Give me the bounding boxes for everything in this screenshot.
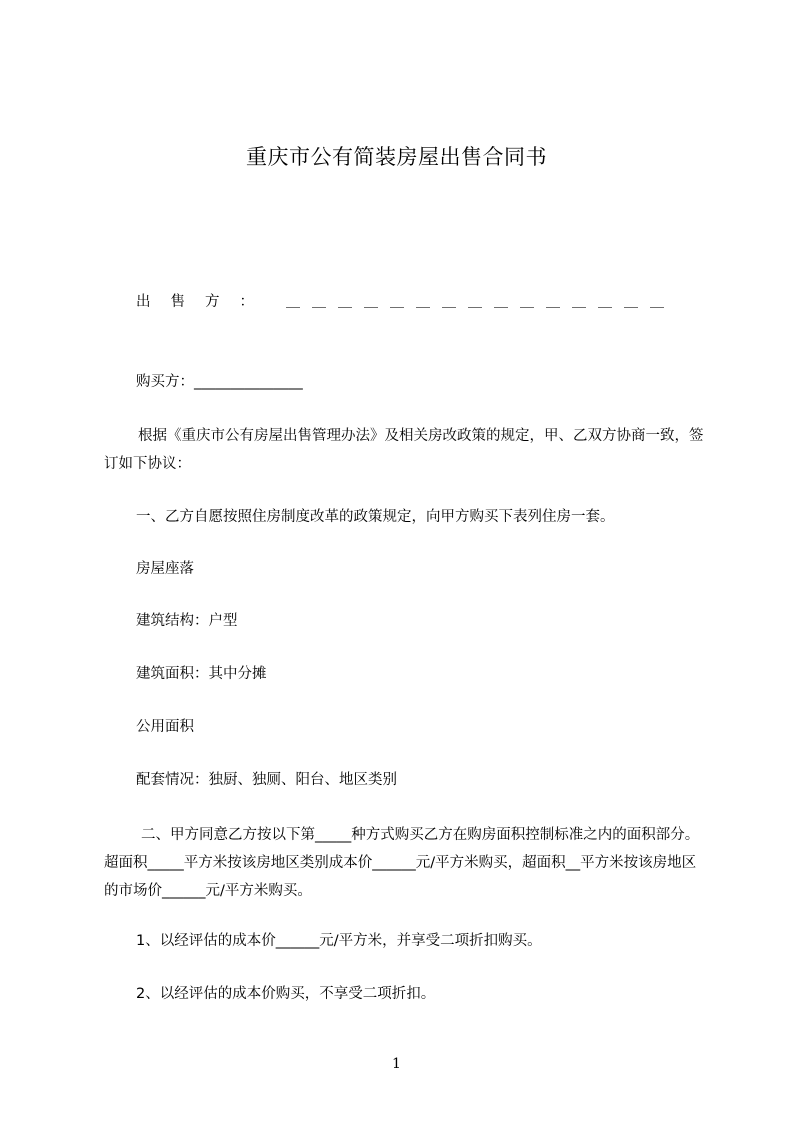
clause-1: 一、乙方自愿按照住房制度改革的政策规定，向甲方购买下表列住房一套。 xyxy=(136,509,615,525)
seller-label: 出售方： xyxy=(136,294,274,310)
intro-paragraph: 根据《重庆市公有房屋出售管理办法》及相关房改政策的规定，甲、乙双方协商一致，签订如下协议： xyxy=(104,428,704,472)
house-location: 房屋座落 xyxy=(136,561,194,577)
document-title: 重庆市公有简装房屋出售合同书 xyxy=(246,145,547,169)
clause-2: 二、甲方同意乙方按以下第_____种方式购买乙方在购房面积控制标准之内的面积部分。超面积_____平方米按该房地区类别成本价______元/平方米购买，超面积__平方米按该房地区的市场价______元/平方米购买。 xyxy=(104,827,700,899)
facilities: 配套情况：独厨、独厕、阳台、地区类别 xyxy=(136,772,397,788)
building-area: 建筑面积：其中分摊 xyxy=(136,666,267,682)
seller-line xyxy=(136,292,706,312)
option-2: 2、以经评估的成本价购买，不享受二项折扣。 xyxy=(136,986,436,1002)
buyer-line: 购买方：_______________ xyxy=(136,374,303,390)
option-1: 1、以经评估的成本价______元/平方米，并享受二项折扣购买。 xyxy=(136,933,542,949)
public-area: 公用面积 xyxy=(136,719,194,735)
page-number: 1 xyxy=(392,1056,401,1072)
building-structure: 建筑结构：户型 xyxy=(136,613,238,629)
seller-blank: ＿＿＿＿＿＿＿＿＿＿＿＿＿＿＿ xyxy=(286,294,676,310)
